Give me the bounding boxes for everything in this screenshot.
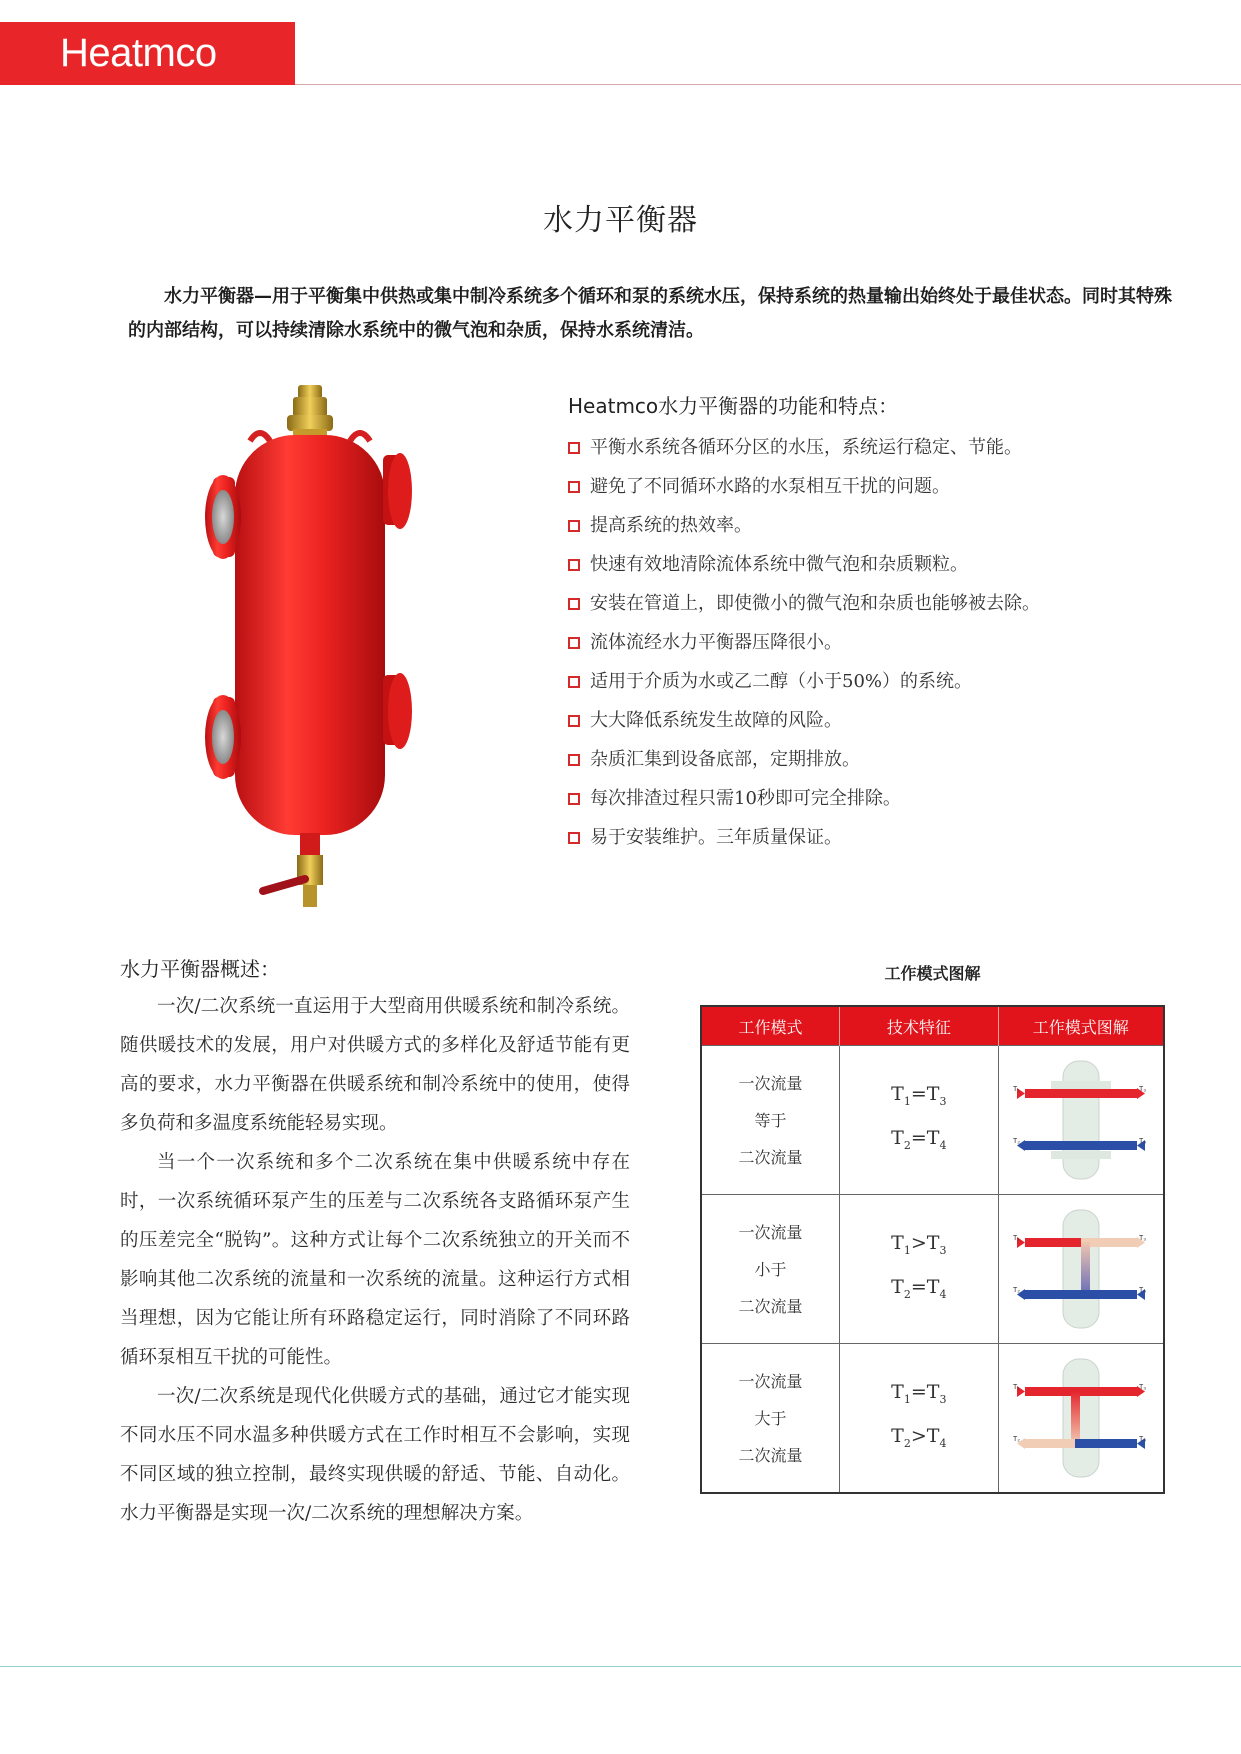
feature-formula: $T_1=T_3$ — [891, 1083, 947, 1108]
feature-item: 平衡水系统各循环分区的水压，系统运行稳定、节能。 — [568, 428, 1040, 467]
diagram-cell — [998, 1046, 1164, 1195]
svg-text:T₁: T₁ — [1012, 1235, 1020, 1242]
square-bullet-icon — [568, 754, 580, 766]
feature-formula: $T_2=T_4$ — [891, 1276, 947, 1301]
feature-item: 避免了不同循环水路的水泵相互干扰的问题。 — [568, 467, 1040, 506]
mode-cell: 一次流量 大于 二次流量 — [701, 1344, 840, 1494]
table-row — [701, 1046, 1164, 1195]
square-bullet-icon — [568, 598, 580, 610]
square-bullet-icon — [568, 559, 580, 571]
feature-item: 提高系统的热效率。 — [568, 506, 1040, 545]
feature-item: 每次排渣过程只需10秒即可完全排除。 — [568, 779, 1040, 818]
table-row — [701, 1344, 1164, 1494]
feature-item: 流体流经水力平衡器压降很小。 — [568, 623, 1040, 662]
feature-formula: $T_2>T_4$ — [891, 1425, 947, 1450]
header-divider — [295, 84, 1241, 85]
feature-item: 适用于介质为水或乙二醇（小于50%）的系统。 — [568, 662, 1040, 701]
square-bullet-icon — [568, 793, 580, 805]
overview-paragraph: 一次/二次系统是现代化供暖方式的基础，通过它才能实现不同水压不同水温多种供暖方式在工作时相互不会影响，实现不同区域的独立控制，最终实现供暖的舒适、节能、自动化。水力平衡器是实现一次/二次系统的理想解决方案。 — [120, 1386, 630, 1524]
features-list — [568, 428, 1040, 857]
overview-heading: 水力平衡器概述： — [120, 957, 280, 981]
diagram-cell — [998, 1195, 1164, 1344]
feature-formula: $T_2=T_4$ — [891, 1127, 947, 1152]
working-mode-table — [700, 1005, 1165, 1494]
feature-item: 快速有效地清除流体系统中微气泡和杂质颗粒。 — [568, 545, 1040, 584]
svg-text:T₁: T₁ — [1012, 1086, 1020, 1093]
square-bullet-icon — [568, 520, 580, 532]
feature-cell — [840, 1344, 999, 1494]
feature-formula: $T_1>T_3$ — [891, 1232, 947, 1257]
svg-text:T₁: T₁ — [1012, 1384, 1020, 1391]
brand-logo: Heatmco — [0, 22, 295, 85]
svg-text:T₂: T₂ — [1012, 1436, 1020, 1443]
svg-text:T₃: T₃ — [1138, 1235, 1146, 1242]
feature-cell — [840, 1195, 999, 1344]
mode-less-diagram — [1011, 1204, 1151, 1334]
feature-item: 杂质汇集到设备底部，定期排放。 — [568, 740, 1040, 779]
feature-item: 大大降低系统发生故障的风险。 — [568, 701, 1040, 740]
square-bullet-icon — [568, 676, 580, 688]
mode-cell: 一次流量 等于 二次流量 — [701, 1046, 840, 1195]
square-bullet-icon — [568, 637, 580, 649]
header-mode: 工作模式 — [701, 1006, 840, 1046]
feature-item: 安装在管道上，即使微小的微气泡和杂质也能够被去除。 — [568, 584, 1040, 623]
hydraulic-separator-image — [205, 385, 415, 915]
feature-item: 易于安装维护。三年质量保证。 — [568, 818, 1040, 857]
square-bullet-icon — [568, 715, 580, 727]
svg-text:T₂: T₂ — [1012, 1287, 1020, 1294]
svg-text:T₄: T₄ — [1138, 1287, 1146, 1294]
svg-text:T₃: T₃ — [1138, 1086, 1146, 1093]
header-feature: 技术特征 — [840, 1006, 999, 1046]
mode-greater-diagram — [1011, 1353, 1151, 1483]
header-diagram: 工作模式图解 — [998, 1006, 1164, 1046]
overview-paragraph: 当一个一次系统和多个二次系统在集中供暖系统中存在时，一次系统循环泵产生的压差与二次系统各支路循环泵产生的压差完全“脱钩”。这种方式让每个二次系统独立的开关而不影响其他二次系统的流量和一次系统的流量。这种运行方式相当理想，因为它能让所有环路稳定运行，同时消除了不同环路循环泵相互干扰的可能性。 — [120, 1152, 630, 1368]
table-row — [701, 1195, 1164, 1344]
square-bullet-icon — [568, 442, 580, 454]
mode-cell: 一次流量 小于 二次流量 — [701, 1195, 840, 1344]
svg-text:T₄: T₄ — [1138, 1436, 1146, 1443]
square-bullet-icon — [568, 481, 580, 493]
svg-text:T₃: T₃ — [1138, 1384, 1146, 1391]
svg-text:T₄: T₄ — [1138, 1138, 1146, 1145]
mode-table-caption: 工作模式图解 — [884, 964, 981, 983]
features-heading: Heatmco水力平衡器的功能和特点： — [568, 394, 899, 418]
feature-formula: $T_1=T_3$ — [891, 1381, 947, 1406]
svg-text:T₂: T₂ — [1012, 1138, 1020, 1145]
square-bullet-icon — [568, 832, 580, 844]
overview-text — [120, 987, 630, 1533]
footer-divider — [0, 1666, 1241, 1667]
diagram-cell — [998, 1344, 1164, 1494]
mode-equal-diagram — [1011, 1055, 1151, 1185]
page-title: 水力平衡器 — [543, 203, 698, 238]
overview-paragraph: 一次/二次系统一直运用于大型商用供暖系统和制冷系统。随供暖技术的发展，用户对供暖方式的多样化及舒适节能有更高的要求，水力平衡器在供暖系统和制冷系统中的使用，使得多负荷和多温度系统能轻易实现。 — [120, 996, 630, 1134]
feature-cell — [840, 1046, 999, 1195]
intro-paragraph: 水力平衡器—用于平衡集中供热或集中制冷系统多个循环和泵的系统水压，保持系统的热量输出始终处于最佳状态。同时其特殊的内部结构，可以持续清除水系统中的微气泡和杂质，保持水系统清洁。 — [128, 286, 1172, 341]
